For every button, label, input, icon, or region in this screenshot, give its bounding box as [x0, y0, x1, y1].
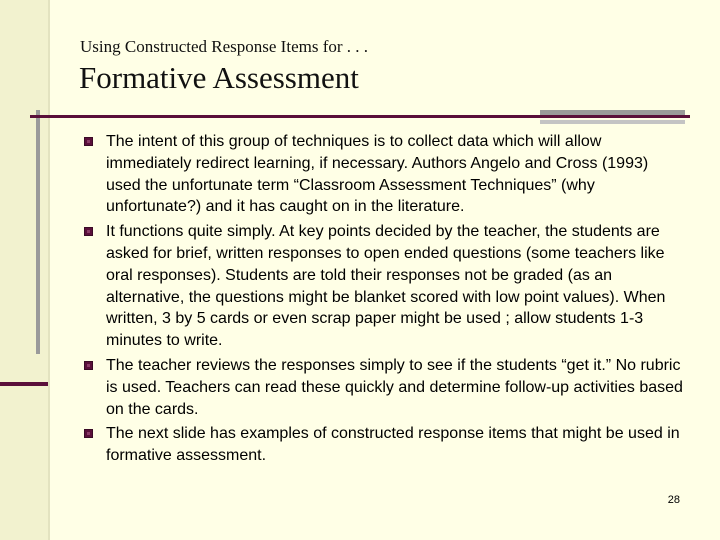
left-frame-bar	[0, 0, 50, 540]
title-gray-accent-light	[540, 120, 685, 124]
slide-title: Formative Assessment	[79, 60, 359, 95]
bullet-text: The teacher reviews the responses simply to see if the students “get it.” No rubric is used. Teachers can read these quickly and determine follow-up activities based on the cards.	[106, 356, 683, 418]
bullet-list	[84, 131, 684, 470]
slide-subtitle: Using Constructed Response Items for . . .	[80, 37, 369, 56]
bullet-text: The next slide has examples of constructed response items that might be used in formative assessment.	[106, 425, 680, 465]
square-bullet-icon	[84, 137, 93, 146]
title-divider	[30, 115, 690, 118]
square-bullet-icon	[84, 429, 93, 438]
left-gray-accent	[36, 110, 40, 354]
bullet-item	[84, 131, 684, 218]
bullet-item	[84, 423, 684, 467]
bullet-item	[84, 355, 684, 420]
bullet-text: The intent of this group of techniques is to collect data which will allow immediately redirect learning, if necessary. Authors Angelo and Cross (1993) used the unfortunate term “Classroom Assessment Techniques” (why unfortunate?) and it has caught on in the literature.	[106, 133, 649, 216]
slide-number: 28	[667, 494, 680, 506]
bullet-item	[84, 221, 684, 352]
square-bullet-icon	[84, 361, 93, 370]
left-dark-accent	[0, 382, 48, 386]
bullet-text: It functions quite simply. At key points decided by the teacher, the students are asked for brief, written responses to open ended questions (some teachers like oral responses). Students are told their responses not be graded (as an alternative, the questions might be blanket scored with low point values). When written, 3 by 5 cards or even scrap paper might be used ; allow students 1-3 minutes to write.	[106, 223, 666, 350]
square-bullet-icon	[84, 227, 93, 236]
left-frame-line	[48, 0, 50, 540]
